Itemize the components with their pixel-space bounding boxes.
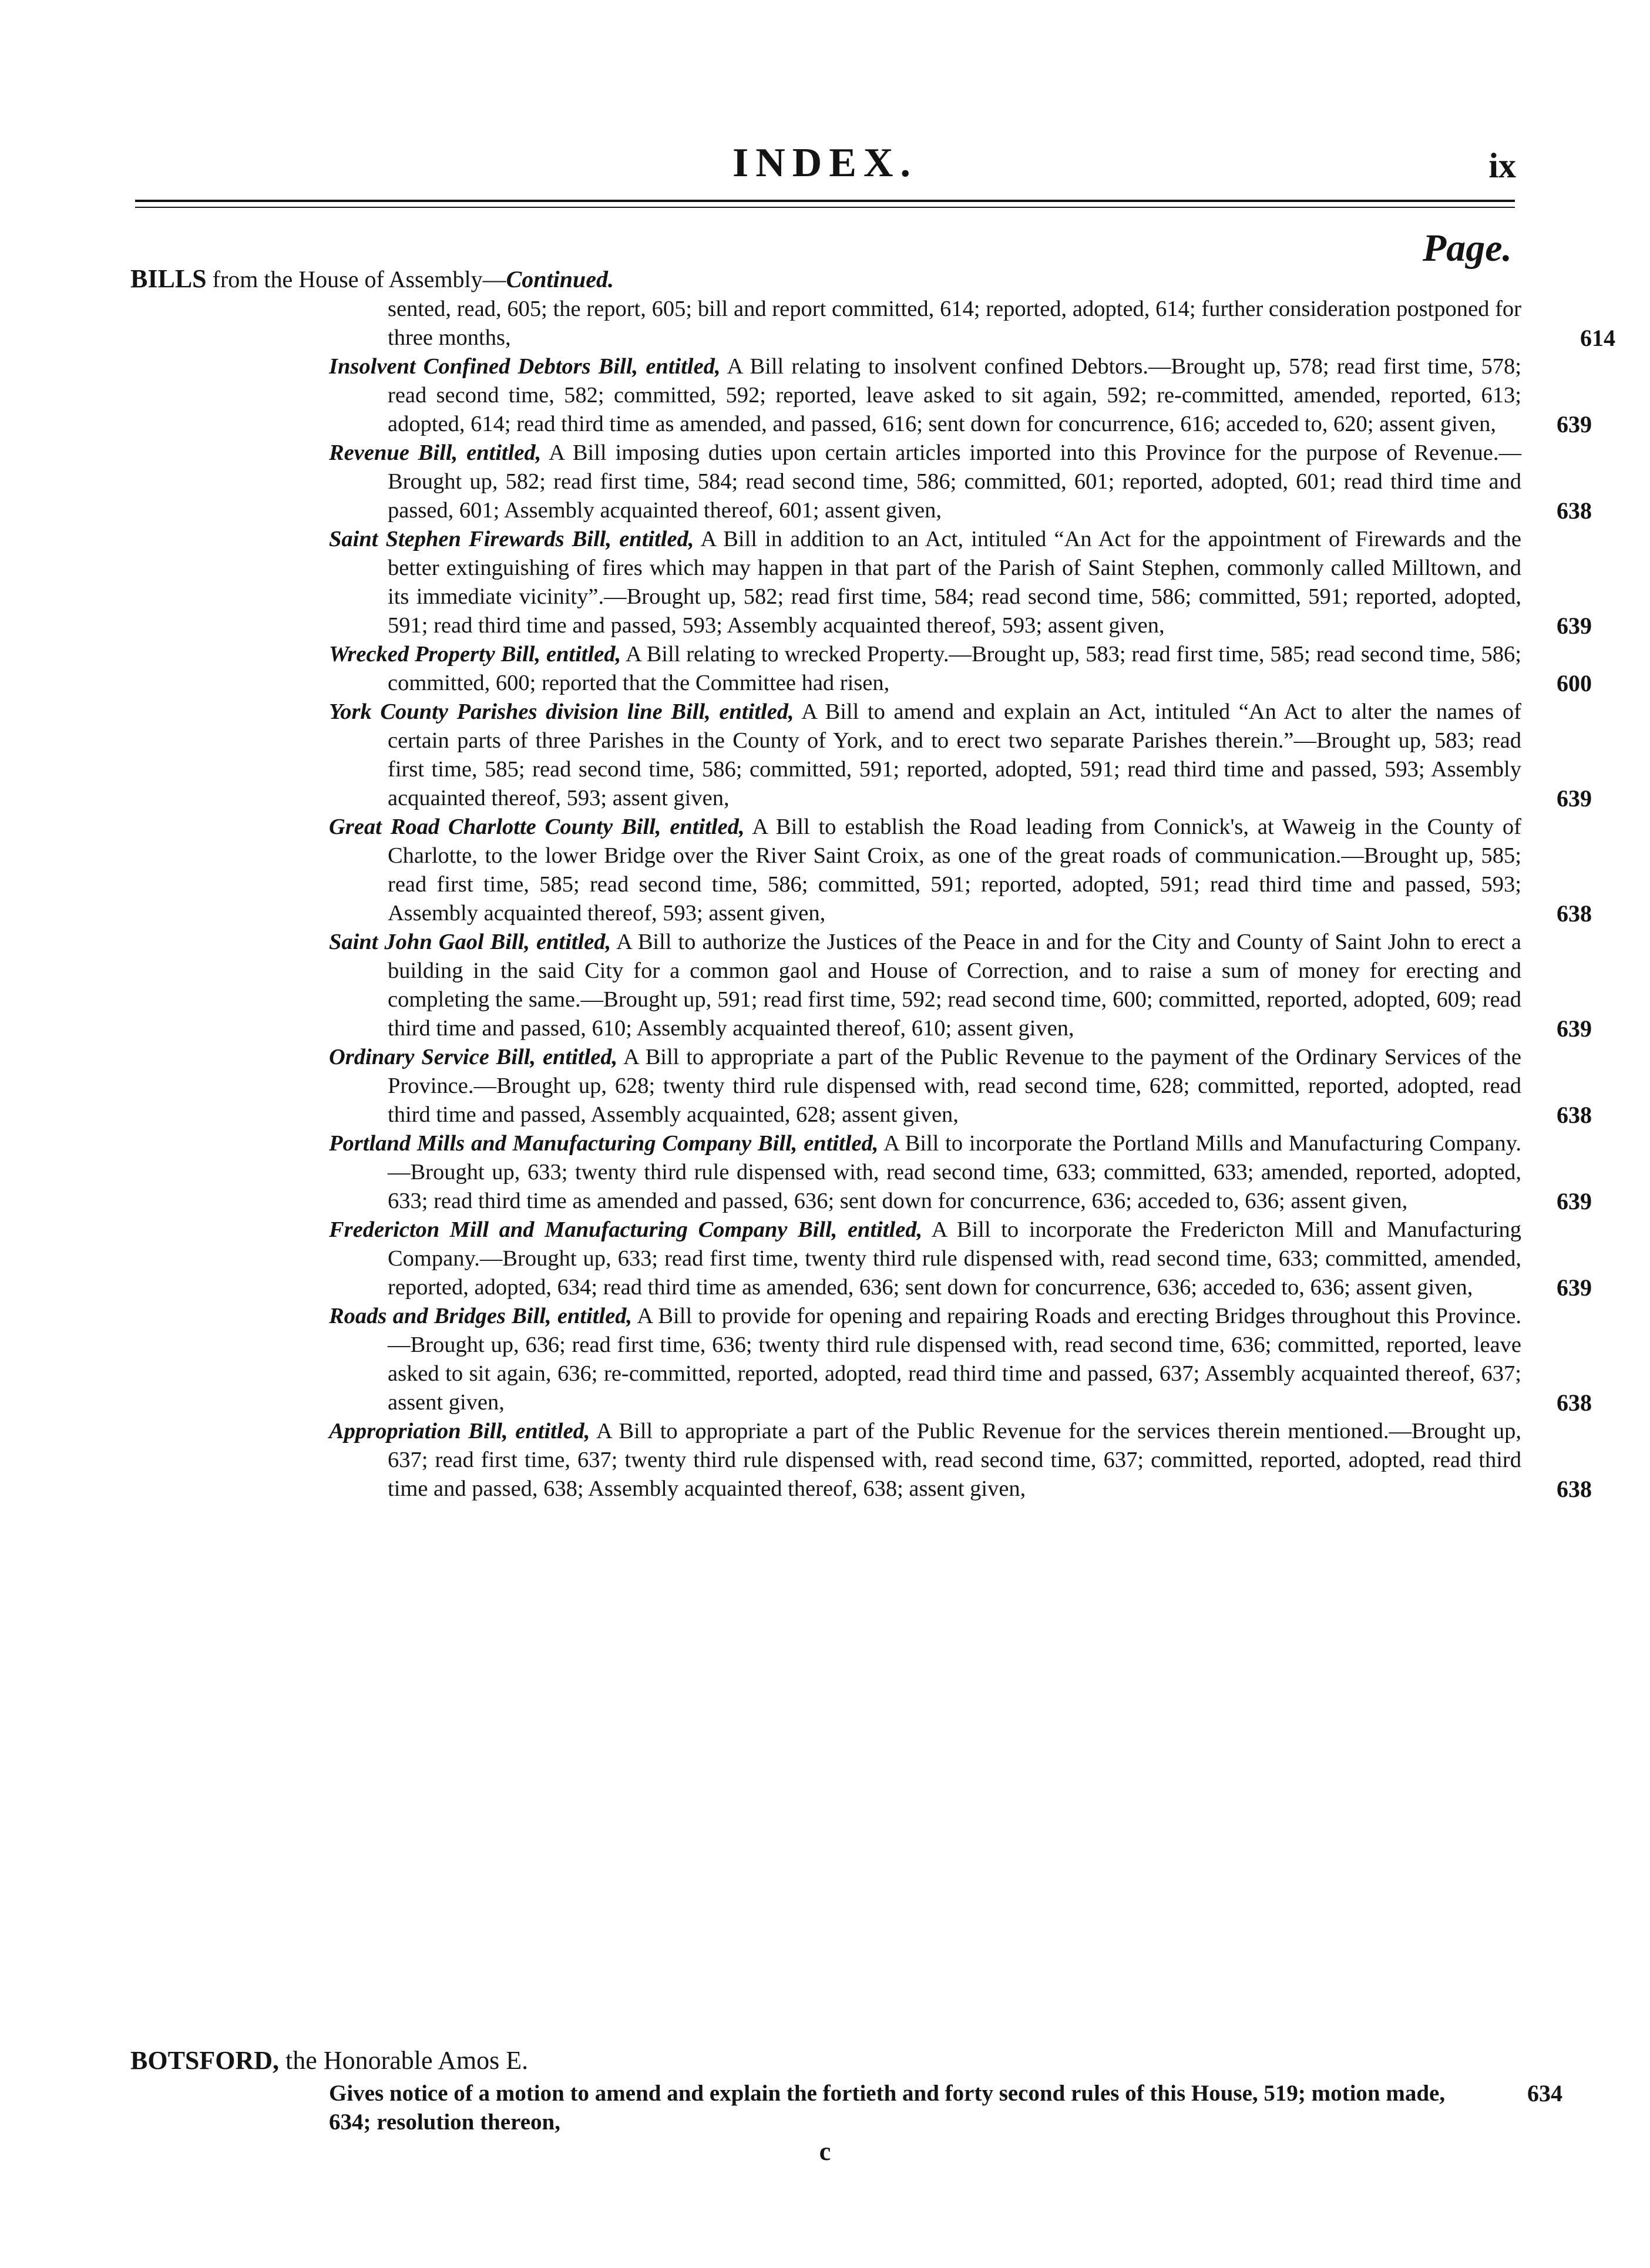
entry-title: Ordinary Service Bill, entitled, [329,1045,618,1069]
index-entry: Wrecked Property Bill, entitled, A Bill relating to wrecked Property.—Brought up, 583; read first time, 585; read second time, 586; committed, 600; reported that the Committee had risen, 600 [329,642,1592,696]
section-key: BILLS [130,264,207,293]
entry-title: Insolvent Confined Debtors Bill, entitled, [329,354,721,379]
entry-title: Revenue Bill, entitled, [329,440,542,465]
header-rule [135,200,1515,202]
index-entry: Saint Stephen Firewards Bill, entitled, A Bill in addition to an Act, intituled “An Act for the appointment of Firewards and the better extinguishing of fires which may happen in that part of the Parish of Saint Stephen, commonly called Milltown, and its immediate vicinity”.—Brought up, 582; read first time, 584; read second time, 586; committed, 591; reported, adopted, 591; read third time and passed, 593; Assembly acquainted thereof, 593; assent given, 639 [329,527,1592,639]
header-rule-thin [135,207,1515,208]
botsford-text: Gives notice of a motion to amend and explain the fortieth and forty second rules of this House, 519; motion made, 634; resolution thereon, [329,2081,1446,2135]
index-entry: Ordinary Service Bill, entitled, A Bill to appropriate a part of the Public Revenue to the payment of the Ordinary Services of the Province.—Brought up, 628; twenty third rule dispensed with, read second time, 628; committed, reported, adopted, read third time and passed, Assembly acquainted, 628; assent given, 638 [329,1045,1592,1128]
entry-text: A Bill to incorporate the Portland Mills and Manufacturing Company.—Brought up, 633; twenty third rule dispensed with, read second time, 633; committed, 633; amended, reported, adopted, 633; read third time as amended and passed, 636; sent down for concurrence, 636; acceded to, 636; assent given, [388,1131,1521,1213]
index-entries [329,295,1615,1503]
section-heading [130,264,614,294]
index-entry: Revenue Bill, entitled, A Bill imposing duties upon certain articles imported into this Province for the purpose of Revenue.—Brought up, 582; read first time, 584; read second time, 586; committed, 601; reported, adopted, 601; read third time and passed, 601; Assembly acquainted thereof, 601; assent given, 638 [329,440,1592,524]
botsford-key: BOTSFORD, [130,2046,280,2075]
page-title: INDEX. [732,140,918,186]
entry-title: Saint Stephen Firewards Bill, entitled, [329,527,694,551]
entry-text: A Bill to amend and explain an Act, intituled “An Act to alter the names of certain parts of three Parishes in the County of York, and to erect two separate Parishes therein.”—Brought up, 583; read first time, 585; read second time, 586; committed, 591; reported, adopted, 591; read third time and passed, 593; Assembly acquainted thereof, 593; assent given, [388,699,1522,810]
botsford-page: 634 [1527,2080,1562,2107]
entry-title: Portland Mills and Manufacturing Company Bill, entitled, [329,1131,879,1156]
entry-title: Appropriation Bill, entitled, [329,1419,590,1443]
index-entry: Roads and Bridges Bill, entitled, A Bill to provide for opening and repairing Roads and erecting Bridges throughout this Province.—Brought up, 636; read first time, 636; twenty third rule dispensed with, read second time, 636; committed, reported, leave asked to sit again, 636; re-committed, reported, adopted, read third time and passed, 637; Assembly acquainted thereof, 637; assent given, 638 [329,1304,1592,1416]
entry-text: A Bill in addition to an Act, intituled “An Act for the appointment of Firewards and the better extinguishing of fires which may happen in that part of the Parish of Saint Stephen, commonly called Milltown, and its immediate vicinity”.—Brought up, 582; read first time, 584; read second time, 586; committed, 591; reported, adopted, 591; read third time and passed, 593; Assembly acquainted thereof, 593; assent given, [388,527,1521,638]
entry-text: A Bill imposing duties upon certain articles imported into this Province for the purpose of Revenue.—Brought up, 582; read first time, 584; read second time, 586; committed, 601; reported, adopted, 601; read third time and passed, 601; Assembly acquainted thereof, 601; assent given, [388,440,1522,523]
index-entry: York County Parishes division line Bill, entitled, A Bill to amend and explain an Act, intituled “An Act to alter the names of certain parts of three Parishes in the County of York, and to erect two separate Parishes therein.”—Brought up, 583; read first time, 585; read second time, 586; committed, 591; reported, adopted, 591; read third time and passed, 593; Assembly acquainted thereof, 593; assent given, 639 [329,699,1592,812]
entry-text: A Bill relating to wrecked Property.—Brought up, 583; read first time, 585; read second time, 586; committed, 600; reported that the Committee had risen, [388,642,1521,695]
section-continued: Continued. [506,266,614,292]
page-column-label: Page. [1422,227,1512,270]
entry-text: A Bill to appropriate a part of the Public Revenue for the services therein mentioned.—Brought up, 637; read first time, 637; twenty third rule dispensed with, read second time, 637; committed, reported, adopted, read third time and passed, 638; Assembly acquainted thereof, 638; assent given, [388,1419,1521,1501]
section-rest: from the House of Assembly— [206,266,506,292]
entry-title: York County Parishes division line Bill, entitled, [329,699,794,724]
continuation-page: 614 [1580,325,1615,351]
entry-text: A Bill relating to insolvent confined Debtors.—Brought up, 578; read first time, 578; read second time, 582; committed, 592; reported, leave asked to sit again, 592; re-committed, amended, reported, 613; adopted, 614; read third time as amended, and passed, 616; sent down for concurrence, 616; acceded to, 620; assent given, [388,354,1521,436]
entry-text: A Bill to authorize the Justices of the Peace in and for the City and County of Saint John to erect a building in the said City for a common gaol and House of Correction, and to raise a sum of money for erecting and completing the same.—Brought up, 591; read first time, 592; read second time, 600; committed, reported, adopted, 609; read third time and passed, 610; Assembly acquainted thereof, 610; assent given, [388,930,1521,1041]
entry-title: Roads and Bridges Bill, entitled, [329,1304,633,1328]
index-entry: Saint John Gaol Bill, entitled, A Bill to authorize the Justices of the Peace in and for the City and County of Saint John to erect a building in the said City for a common gaol and House of Correction, and to raise a sum of money for erecting and completing the same.—Brought up, 591; read first time, 592; read second time, 600; committed, reported, adopted, 609; read third time and passed, 610; Assembly acquainted thereof, 610; assent given, 639 [329,930,1592,1042]
botsford-heading [130,2046,528,2075]
entry-text: A Bill to establish the Road leading from Connick's, at Waweig in the County of Charlotte, to the lower Bridge over the River Saint Croix, as one of the great roads of communication.—Brought up, 585; read first time, 585; read second time, 586; committed, 591; reported, adopted, 591; read third time and passed, 593; Assembly acquainted thereof, 593; assent given, [388,815,1521,926]
botsford-name: the Honorable Amos E. [279,2046,529,2075]
signature-mark: c [819,2137,831,2166]
page-number: ix [1488,146,1516,185]
index-entry: Portland Mills and Manufacturing Company Bill, entitled, A Bill to incorporate the Portland Mills and Manufacturing Company.—Brought up, 633; twenty third rule dispensed with, read second time, 633; committed, 633; amended, reported, adopted, 633; read third time as amended and passed, 636; sent down for concurrence, 636; acceded to, 636; assent given, 639 [329,1131,1592,1214]
index-entry: Great Road Charlotte County Bill, entitled, A Bill to establish the Road leading from Connick's, at Waweig in the County of Charlotte, to the lower Bridge over the River Saint Croix, as one of the great roads of communication.—Brought up, 585; read first time, 585; read second time, 586; committed, 591; reported, adopted, 591; read third time and passed, 593; Assembly acquainted thereof, 593; assent given, 638 [329,815,1592,927]
entry-text: A Bill to provide for opening and repairing Roads and erecting Bridges throughout this Province.—Brought up, 636; read first time, 636; twenty third rule dispensed with, read second time, 636; committed, reported, leave asked to sit again, 636; re-committed, reported, adopted, read third time and passed, 637; Assembly acquainted thereof, 637; assent given, [388,1304,1521,1415]
index-entry: Insolvent Confined Debtors Bill, entitled, A Bill relating to insolvent confined Debtors.—Brought up, 578; read first time, 578; read second time, 582; committed, 592; reported, leave asked to sit again, 592; re-committed, amended, reported, 613; adopted, 614; read third time as amended, and passed, 616; sent down for concurrence, 616; acceded to, 620; assent given, 639 [329,354,1592,438]
continuation-text: sented, read, 605; the report, 605; bill and report committed, 614; reported, adopted, 614; further consideration postponed for three months, [388,297,1521,350]
index-entry: Fredericton Mill and Manufacturing Company Bill, entitled, A Bill to incorporate the Fredericton Mill and Manufacturing Company.—Brought up, 633; read first time, twenty third rule dispensed with, read second time, 633; committed, amended, reported, adopted, 634; read third time as amended, 636; sent down for concurrence, 636; acceded to, 636; assent given, 639 [329,1217,1592,1301]
entry-title: Fredericton Mill and Manufacturing Company Bill, entitled, [329,1217,923,1242]
botsford-entry [329,2079,1562,2136]
entry-text: A Bill to incorporate the Fredericton Mill and Manufacturing Company.—Brought up, 633; read first time, twenty third rule dispensed with, read second time, 633; committed, amended, reported, adopted, 634; read third time as amended, 636; sent down for concurrence, 636; acceded to, 636; assent given, [388,1217,1521,1300]
entry-title: Great Road Charlotte County Bill, entitled, [329,815,745,839]
entry-title: Wrecked Property Bill, entitled, [329,642,621,667]
entry-text: A Bill to appropriate a part of the Public Revenue to the payment of the Ordinary Services of the Province.—Brought up, 628; twenty third rule dispensed with, read second time, 628; committed, reported, adopted, read third time and passed, Assembly acquainted, 628; assent given, [388,1045,1522,1127]
index-entry: Appropriation Bill, entitled, A Bill to appropriate a part of the Public Revenue for the services therein mentioned.—Brought up, 637; read first time, 637; twenty third rule dispensed with, read second time, 637; committed, reported, adopted, read third time and passed, 638; Assembly acquainted thereof, 638; assent given, 638 [329,1419,1592,1502]
continuation-entry [329,295,1615,352]
entry-title: Saint John Gaol Bill, entitled, [329,930,611,954]
